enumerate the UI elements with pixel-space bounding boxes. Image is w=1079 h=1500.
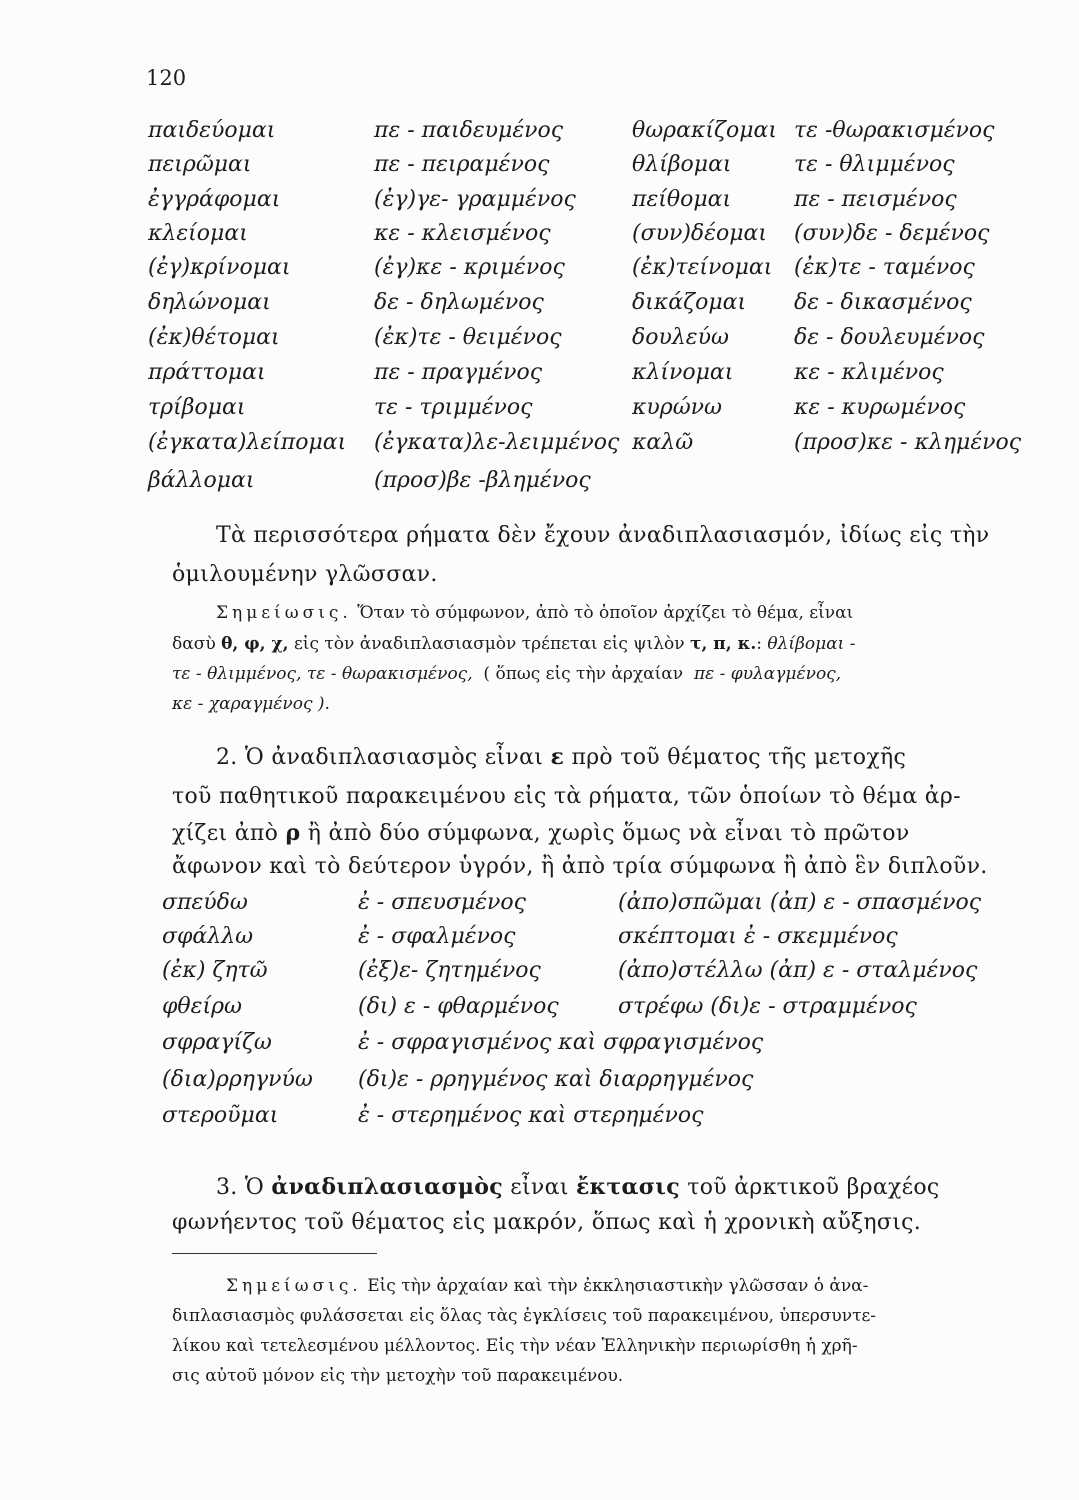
- table-cell: πράττομαι: [148, 360, 266, 385]
- table-cell: δε - δουλευμένος: [794, 325, 985, 350]
- paragraph-3-text: 3. Ὁ: [216, 1175, 265, 1200]
- table-cell: πε - πεισμένος: [794, 187, 957, 212]
- table-cell: σκέπτομαι ἐ - σκεμμένος: [618, 924, 898, 949]
- footnote-divider: [172, 1253, 377, 1254]
- note-1-examples: τε - θλιμμένος, τε - θωρακισμένος,: [172, 664, 473, 684]
- paragraph-2-text: πρὸ τοῦ θέματος τῆς μετοχῆς: [571, 745, 907, 770]
- note-1-example: θλίβομαι -: [767, 634, 856, 654]
- table-cell: βάλλομαι: [148, 468, 255, 493]
- table-cell: (προσ)κε - κλημένος: [794, 430, 1022, 455]
- table-cell: (προσ)βε -βλημένος: [374, 468, 591, 493]
- table-cell: δικάζομαι: [632, 290, 747, 315]
- footnote-line-3: λίκου καὶ τετελεσμένου μέλλοντος. Εἰς τὴν νέαν Ἑλληνικὴν περιωρίσθη ἡ χρῆ-: [172, 1336, 858, 1356]
- table-cell: στρέφω (δι)ε - στραμμένος: [618, 994, 917, 1019]
- table-cell: πειρῶμαι: [148, 152, 252, 177]
- table-cell: κυρώνω: [632, 395, 722, 420]
- paragraph-3-line-2: φωνήεντος τοῦ θέματος εἰς μακρόν, ὅπως καὶ ἡ χρονικὴ αὔξησις.: [172, 1210, 922, 1235]
- paragraph-3-text: τοῦ ἀρκτικοῦ βραχέος: [687, 1175, 940, 1200]
- note-1-colon: :: [756, 634, 762, 654]
- table-cell: στεροῦμαι: [162, 1103, 279, 1128]
- table-cell: ἐ - στερημένος καὶ στερημένος: [358, 1103, 704, 1128]
- note-1-line-1: Ὅταν τὸ σύμφωνον, ἀπὸ τὸ ὁποῖον ἀρχίζει τὸ θέμα, εἶναι: [357, 603, 854, 623]
- table-cell: τε -θωρακισμένος: [794, 118, 995, 143]
- table-cell: θλίβομαι: [632, 152, 732, 177]
- paragraph-3-text: εἶναι: [510, 1175, 569, 1200]
- paragraph-2-line-2: τοῦ παθητικοῦ παρακειμένου εἰς τὰ ρήματα, τῶν ὁποίων τὸ θέμα ἀρ-: [172, 784, 961, 809]
- table-cell: κε - κλεισμένος: [374, 221, 551, 246]
- note-1-text: ( ὅπως εἰς τὴν ἀρχαίαν: [483, 664, 684, 684]
- table-cell: (ἐκ)τε - θειμένος: [374, 325, 562, 350]
- table-cell: (ἐγ)γε- γραμμένος: [374, 187, 576, 212]
- table-cell: (ἀπο)σπῶμαι (ἀπ) ε - σπασμένος: [618, 890, 982, 915]
- footnote-line-4: σις αὐτοῦ μόνον εἰς τὴν μετοχὴν τοῦ παρακειμένου.: [172, 1366, 624, 1386]
- paragraph-2-bold-letter: ε: [550, 744, 565, 770]
- paragraph-3-bold-term: ἀναδιπλασιασμὸς: [271, 1174, 503, 1200]
- footnote-label: Σημείωσις.: [226, 1276, 362, 1296]
- table-cell: πείθομαι: [632, 187, 732, 212]
- table-cell: (ἀπο)στέλλω (ἀπ) ε - σταλμένος: [618, 958, 978, 983]
- note-1-plain-consonants: τ, π, κ.: [690, 634, 757, 654]
- footnote-line-1: Εἰς τὴν ἀρχαίαν καὶ τὴν ἐκκλησιαστικὴν γλῶσσαν ὁ ἀνα-: [367, 1276, 869, 1296]
- table-cell: κλίνομαι: [632, 360, 734, 385]
- note-1-text: δασὺ: [172, 634, 216, 654]
- table-cell: ἐ - σπευσμένος: [358, 890, 526, 915]
- paragraph-1-line-2: ὁμιλουμένην γλῶσσαν.: [172, 562, 438, 587]
- note-1-text: εἰς τὸν ἀναδιπλασιασμὸν τρέπεται εἰς ψιλὸν: [293, 634, 685, 654]
- table-cell: παιδεύομαι: [148, 118, 276, 143]
- table-cell: (ἐγκατα)λε-λειμμένος: [374, 430, 620, 455]
- table-cell: σφραγίζω: [162, 1030, 272, 1055]
- table-cell: πε - παιδευμένος: [374, 118, 564, 143]
- note-1-label: Σημείωσις.: [216, 603, 352, 623]
- table-cell: δε - δικασμένος: [794, 290, 972, 315]
- table-cell: δε - δηλωμένος: [374, 290, 544, 315]
- table-cell: θωρακίζομαι: [632, 118, 777, 143]
- page-number: 120: [146, 66, 187, 90]
- paragraph-2-text: χίζει ἀπὸ: [172, 821, 279, 846]
- table-cell: δηλώνομαι: [148, 290, 271, 315]
- table-cell: καλῶ: [632, 430, 694, 455]
- paragraph-2-bold-letter: ρ: [285, 820, 301, 846]
- paragraph-2-text: 2. Ὁ ἀναδιπλασιασμὸς εἶναι: [216, 745, 544, 770]
- table-cell: (ἐξ)ε- ζητημένος: [358, 958, 541, 983]
- table-cell: (ἐκ)τε - ταμένος: [794, 255, 975, 280]
- table-cell: (ἐγ)κε - κριμένος: [374, 255, 565, 280]
- paragraph-1-line-1: Τὰ περισσότερα ρήματα δὲν ἔχουν ἀναδιπλασιασμόν, ἰδίως εἰς τὴν: [216, 523, 990, 548]
- paragraph-2-text: ἢ ἀπὸ δύο σύμφωνα, χωρὶς ὅμως νὰ εἶναι τὸ πρῶτον: [307, 821, 910, 846]
- table-cell: σφάλλω: [162, 924, 254, 949]
- note-1-example: πε - φυλαγμένος,: [693, 664, 842, 684]
- table-cell: (δια)ρρηγνύω: [162, 1067, 313, 1092]
- table-cell: τε - θλιμμένος: [794, 152, 955, 177]
- table-cell: (ἐκ) ζητῶ: [162, 958, 268, 983]
- table-cell: πε - πραγμένος: [374, 360, 543, 385]
- table-cell: (συν)δε - δεμένος: [794, 221, 990, 246]
- table-cell: ἐγγράφομαι: [148, 187, 281, 212]
- table-cell: κλείομαι: [148, 221, 248, 246]
- table-cell: (δι) ε - φθαρμένος: [358, 994, 559, 1019]
- table-cell: (ἐκ)θέτομαι: [148, 325, 280, 350]
- table-cell: τρίβομαι: [148, 395, 246, 420]
- note-1-aspirates: θ, φ, χ,: [221, 634, 289, 654]
- table-cell: (ἐγκατα)λείπομαι: [148, 430, 347, 455]
- table-cell: (ἐγ)κρίνομαι: [148, 255, 291, 280]
- note-1-line-4: κε - χαραγμένος ).: [172, 694, 330, 714]
- table-cell: ἐ - σφαλμένος: [358, 924, 516, 949]
- table-cell: (δι)ε - ρρηγμένος καὶ διαρρηγμένος: [358, 1067, 754, 1092]
- table-cell: (ἐκ)τείνομαι: [632, 255, 773, 280]
- table-cell: (συν)δέομαι: [632, 221, 768, 246]
- table-cell: κε - κλιμένος: [794, 360, 944, 385]
- table-cell: πε - πειραμένος: [374, 152, 550, 177]
- table-cell: ἐ - σφραγισμένος καὶ σφραγισμένος: [358, 1030, 764, 1055]
- table-cell: σπεύδω: [162, 890, 248, 915]
- table-cell: φθείρω: [162, 994, 242, 1019]
- table-cell: κε - κυρωμένος: [794, 395, 966, 420]
- paragraph-3-bold-term: ἔκτασις: [575, 1174, 680, 1200]
- table-cell: τε - τριμμένος: [374, 395, 533, 420]
- paragraph-2-line-4: ἄφωνον καὶ τὸ δεύτερον ὑγρόν, ἢ ἀπὸ τρία σύμφωνα ἢ ἀπὸ ἓν διπλοῦν.: [172, 854, 988, 879]
- footnote-line-2: διπλασιασμὸς φυλάσσεται εἰς ὅλας τὰς ἐγκλίσεις τοῦ παρακειμένου, ὑπερσυντε-: [172, 1306, 877, 1326]
- table-cell: δουλεύω: [632, 325, 729, 350]
